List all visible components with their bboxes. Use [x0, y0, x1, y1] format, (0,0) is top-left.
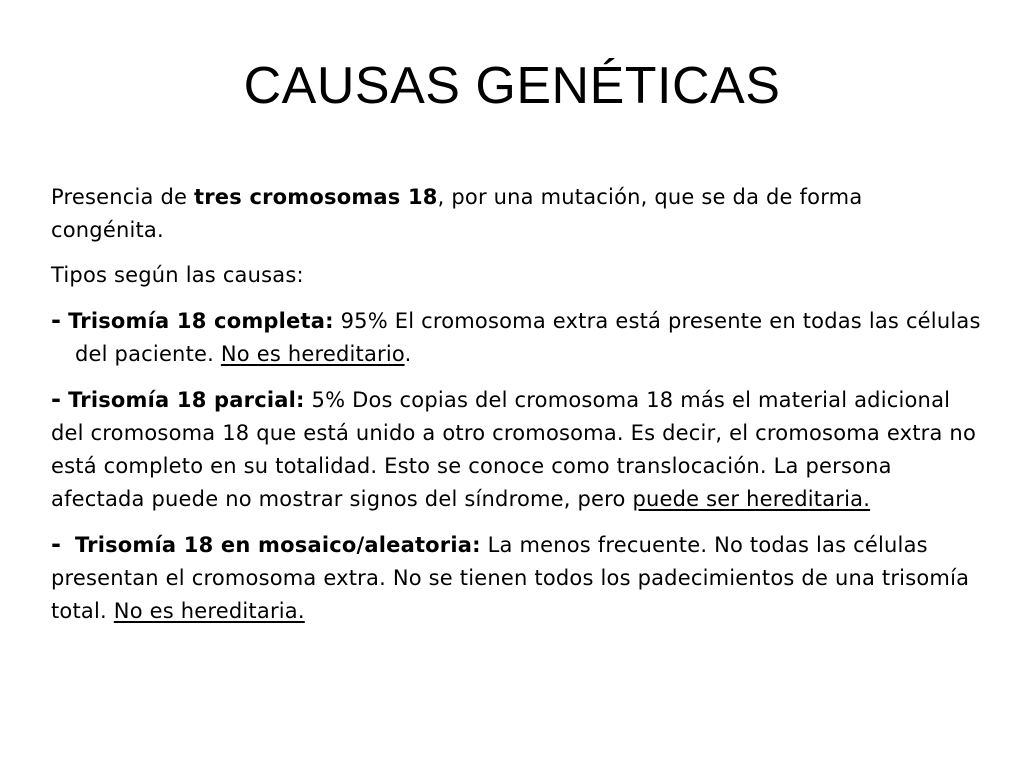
- intro-post: , por una mutación, que se da de forma congénita.: [51, 185, 863, 242]
- item-label: Trisomía 18 parcial:: [68, 388, 305, 412]
- item-underlined: puede ser hereditaria.: [632, 487, 871, 511]
- item-text: 95% El cromosoma extra está presente en todas las células del paciente.: [75, 309, 981, 366]
- type-item-parcial: [51, 383, 981, 516]
- slide-title: CAUSAS GENÉTICAS: [243, 57, 781, 115]
- item-dash: -: [51, 385, 62, 413]
- item-text: 5% Dos copias del cromosoma 18 más el material adicional del cromosoma 18 que está unido a otro cromosoma. Es decir, el cromosoma extra no está completo en su totalidad. Esto se conoce como translocación. La persona afectada puede no mostrar signos del síndrome, pero: [51, 388, 976, 511]
- intro-bold: tres cromosomas 18: [194, 185, 438, 209]
- types-heading: Tipos según las causas:: [51, 263, 304, 287]
- type-item-completa: [51, 304, 981, 371]
- item-dash: -: [51, 306, 62, 334]
- type-item-mosaico: [51, 528, 981, 628]
- item-label: Trisomía 18 en mosaico/aleatoria:: [74, 533, 481, 557]
- intro-pre: Presencia de: [51, 185, 195, 209]
- intro-paragraph: [51, 181, 981, 247]
- slide-body: [51, 181, 981, 640]
- item-end: .: [404, 342, 412, 366]
- item-underlined: No es hereditario: [220, 342, 405, 366]
- item-dash: -: [51, 530, 62, 558]
- item-text: La menos frecuente. No todas las células presentan el cromosoma extra. No se tienen todos los padecimientos de una trisomía total.: [51, 533, 970, 623]
- item-underlined: No es hereditaria.: [113, 599, 305, 623]
- item-label: Trisomía 18 completa:: [68, 309, 334, 333]
